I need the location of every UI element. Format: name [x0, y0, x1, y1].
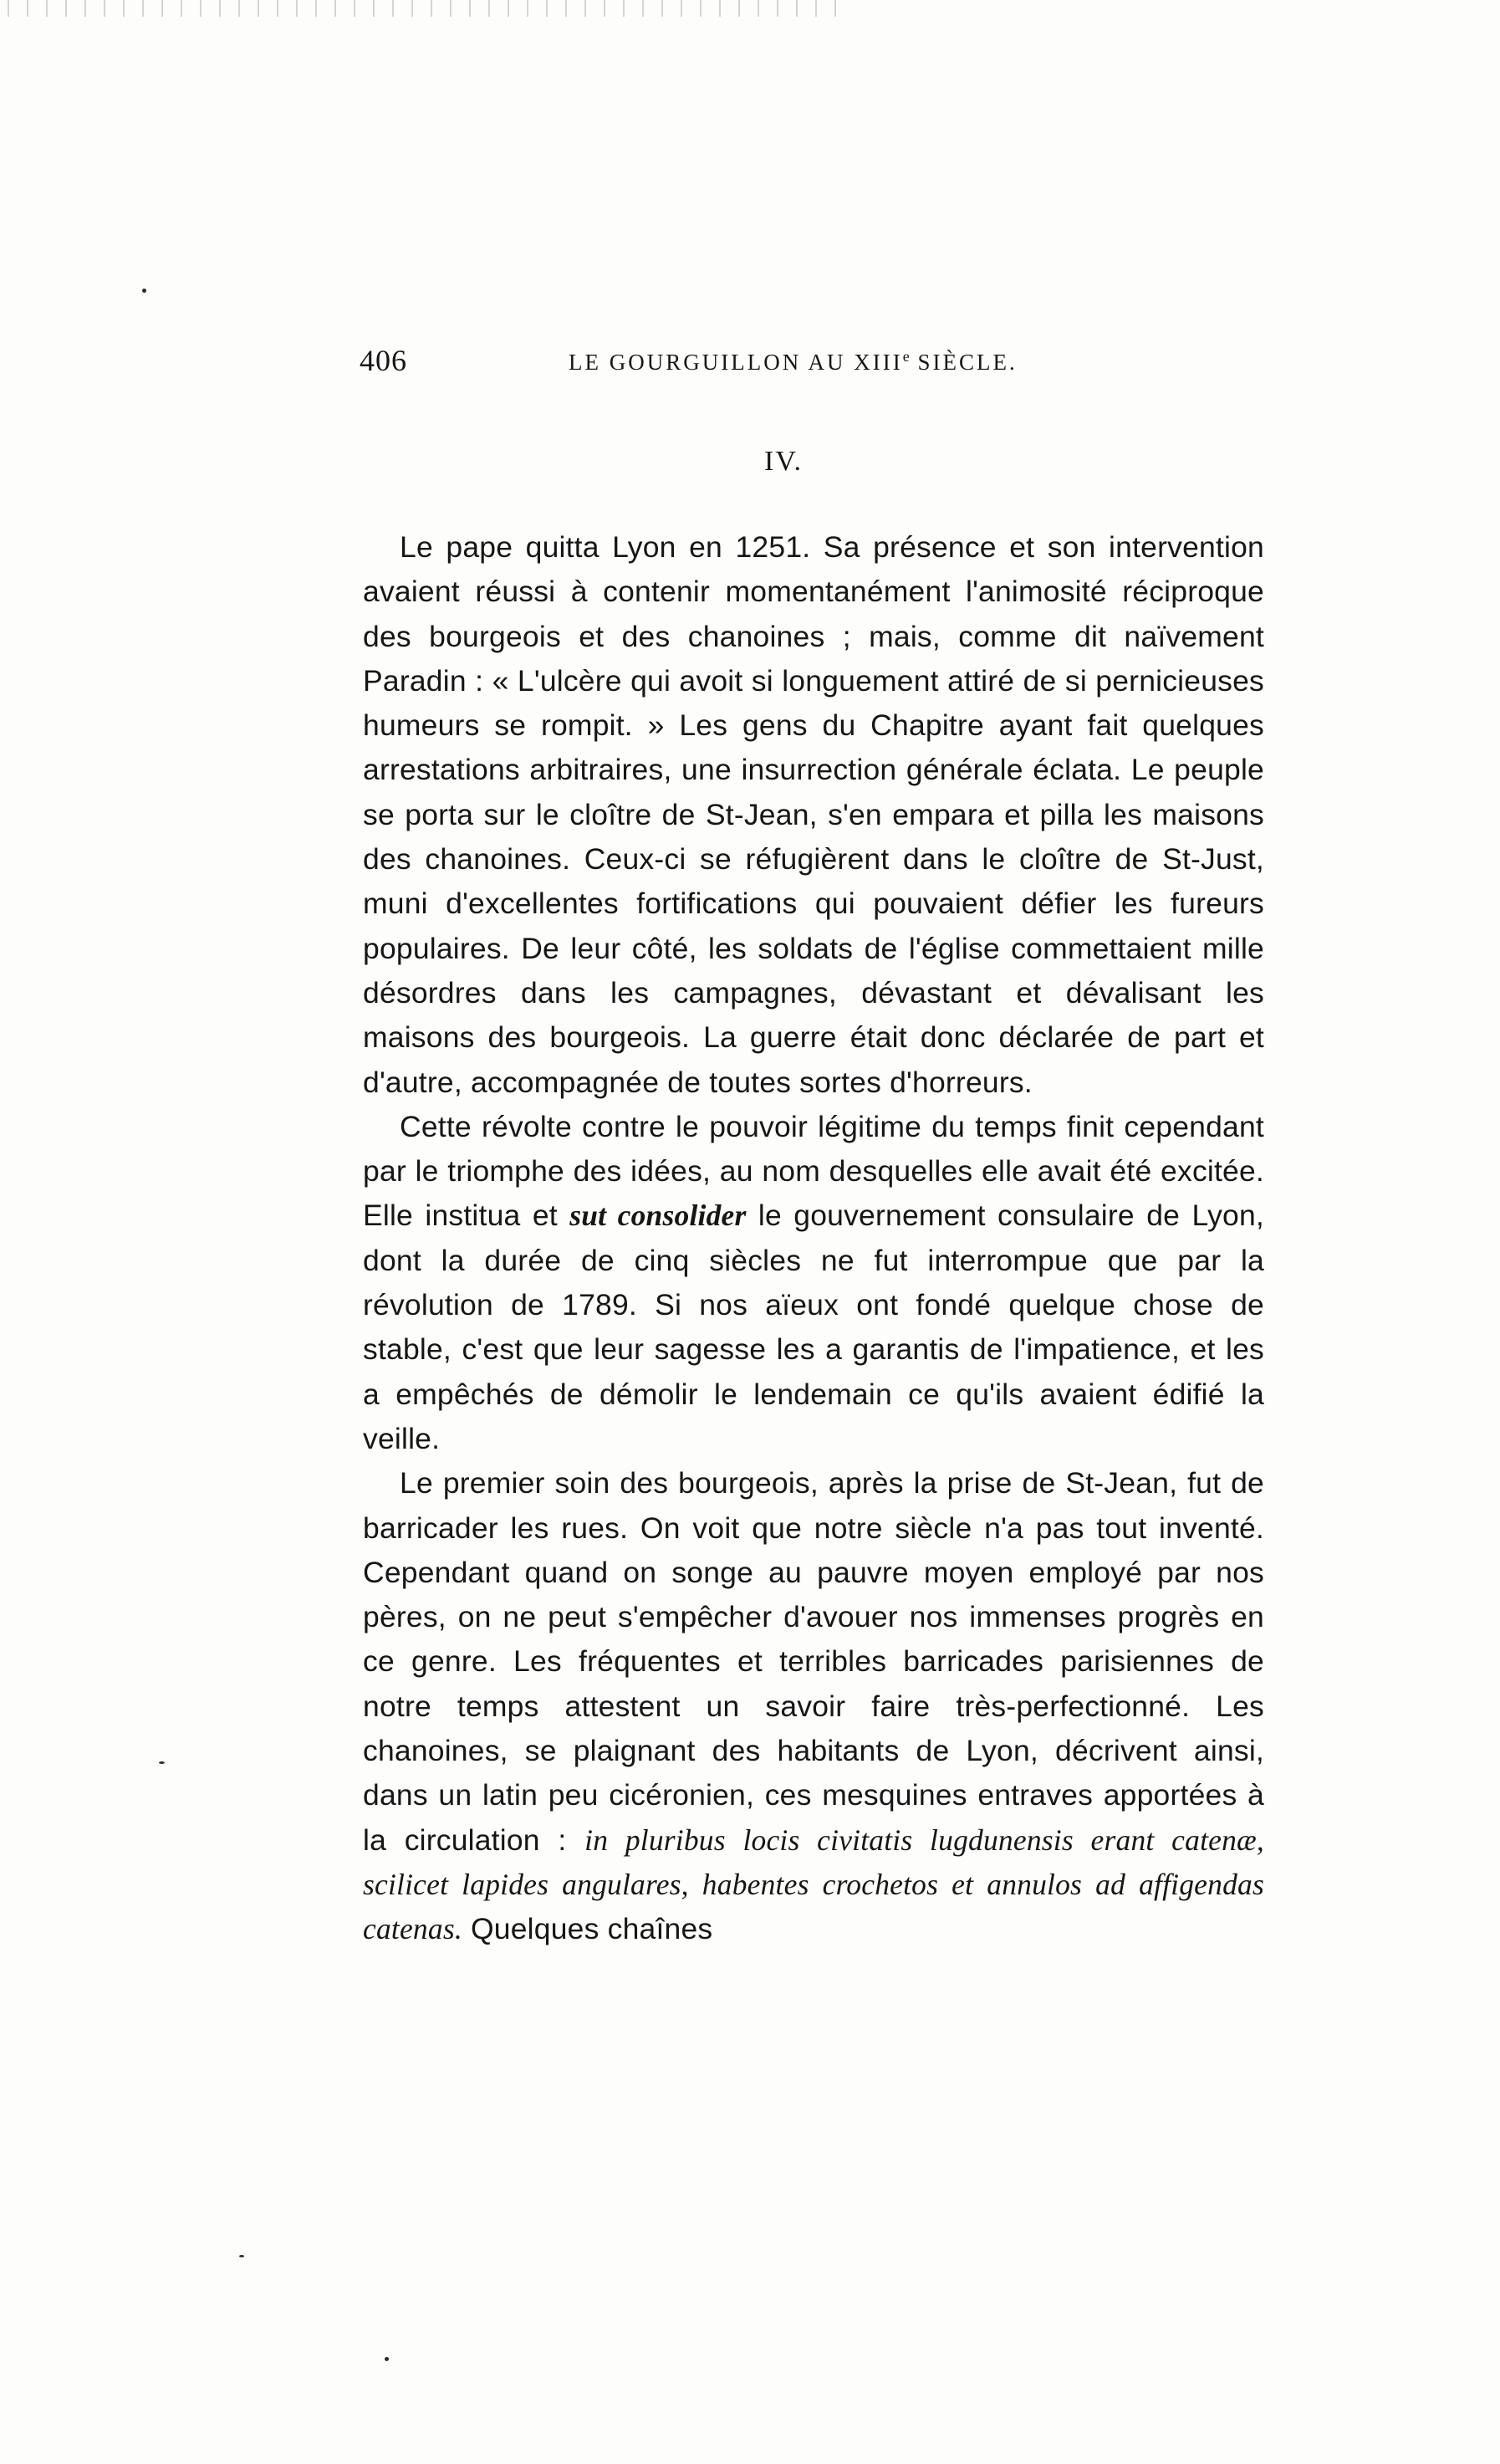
running-title-end: SIÈCLE.: [909, 350, 1018, 375]
running-title-superscript: e: [902, 348, 910, 365]
scan-edge-noise: [0, 0, 836, 17]
body-text: [363, 525, 1264, 1952]
paragraph-3: [363, 1461, 1264, 1951]
page-number: 406: [360, 344, 407, 377]
paragraph-2-text-after: le gouvernement consulaire de Lyon, dont la durée de cinq siècles ne fut interrompue que par la révolution de 1789. Si nos aïeux ont fondé quelque chose de stable, c'est que leur sagesse les a garantis de l'impatience, et les a empêchés de démolir le lendemain ce qu'ils avaient édifié la veille.: [363, 1199, 1264, 1455]
scan-speck: [239, 2255, 244, 2257]
running-head: [360, 343, 1271, 393]
scan-speck: [159, 1761, 165, 1764]
paragraph-2: [363, 1105, 1264, 1461]
scan-speck: [142, 289, 146, 293]
paragraph-2-text-before: Cette révolte contre le pouvoir légitime du temps finit cependant par le triomphe des idées, au nom desquelles elle avait été excitée. Elle institua et: [363, 1109, 1264, 1233]
section-heading: IV.: [764, 446, 803, 477]
paragraph-1: Le pape quitta Lyon en 1251. Sa présence et son intervention avaient réussi à contenir momentanément l'animosité réciproque des bourgeois et des chanoines ; mais, comme dit naïvement Paradin : « L'ulcère qui avoit si longuement attiré de si pernicieuses humeurs se rompit. » Les gens du Chapitre ayant fait quelques arrestations arbitraires, une insurrection générale éclata. Le peuple se porta sur le cloître de St-Jean, s'en empara et pilla les maisons des chanoines. Ceux-ci se réfugièrent dans le cloître de St-Just, muni d'excellentes fortifications qui pouvaient défier les fureurs populaires. De leur côté, les soldats de l'église commettaient mille désordres dans les campagnes, dévastant et dévalisant les maisons des bourgeois. La guerre était donc déclarée de part et d'autre, accompagnée de toutes sortes d'horreurs.: [363, 530, 1264, 1099]
running-title-text: LE GOURGUILLON AU XIII: [569, 350, 903, 375]
paragraph-3-text-after: Quelques chaînes: [462, 1912, 713, 1946]
scan-speck: [385, 2357, 389, 2361]
paragraph-2-emphasis: sut consolider: [569, 1199, 747, 1233]
paragraph-3-text-before: Le premier soin des bourgeois, après la prise de St-Jean, fut de barricader les rues. On voit que notre siècle n'a pas tout inventé. Cependant quand on songe au pauvre moyen employé par nos pères, on ne peut s'empêcher d'avouer nos immenses progrès en ce genre. Les fréquentes et terribles barricades parisiennes de notre temps attestent un savoir faire très-perfectionné. Les chanoines, se plaignant des habitants de Lyon, décrivent ainsi, dans un latin peu cicéronien, ces mesquines entraves apportées à la circulation :: [363, 1466, 1264, 1857]
paragraph-3-latin-quote: in pluribus locis civitatis lugdunensis erant catenæ, scilicet lapides angulares, habentes crochetos et annulos ad affigendas catenas.: [363, 1822, 1264, 1946]
running-title: [569, 348, 1018, 376]
